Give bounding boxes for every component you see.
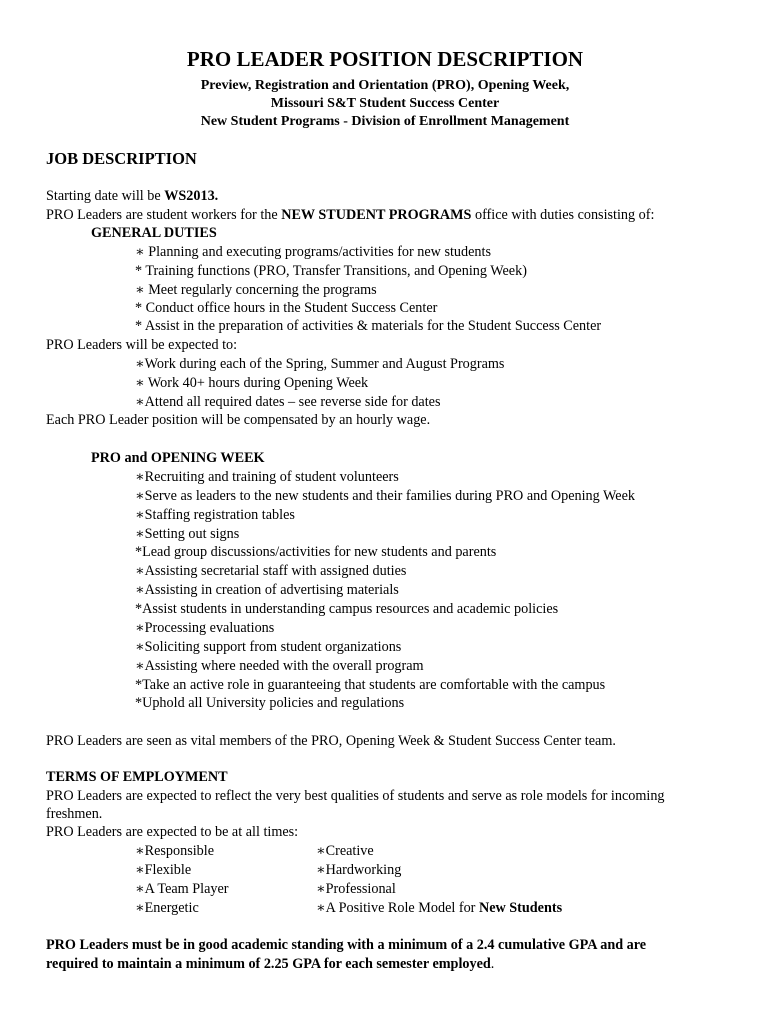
general-duties-heading: GENERAL DUTIES: [91, 225, 217, 241]
list-item: ∗Recruiting and training of student volunteers: [135, 469, 399, 485]
list-item: ∗Setting out signs: [135, 526, 240, 542]
gpa-requirement-text: required to maintain a minimum of 2.25 GPA for each semester employed: [46, 956, 491, 972]
quality-item: ∗Flexible: [135, 862, 192, 878]
quality-item: ∗Responsible: [135, 843, 215, 859]
quality-item: ∗Energetic: [135, 900, 199, 916]
starting-date: [46, 187, 218, 205]
list-item: ∗Assisting where needed with the overall program: [135, 658, 424, 674]
list-item: *Uphold all University policies and regulations: [135, 695, 405, 711]
job-description-heading: JOB DESCRIPTION: [46, 149, 197, 168]
compensation-line: Each PRO Leader position will be compensated by an hourly wage.: [46, 412, 431, 428]
list-item: *Take an active role in guaranteeing that students are comfortable with the campus: [135, 677, 606, 693]
list-item: * Training functions (PRO, Transfer Transitions, and Opening Week): [135, 263, 527, 279]
list-item: ∗Processing evaluations: [135, 620, 275, 636]
quality-item: ∗A Team Player: [135, 881, 229, 897]
subtitle-line-1: Preview, Registration and Orientation (PRO), Opening Week,: [200, 78, 570, 93]
list-item: ∗ Planning and executing programs/activities for new students: [135, 244, 491, 260]
list-item: *Lead group discussions/activities for new students and parents: [135, 544, 497, 560]
list-item: ∗Staffing registration tables: [135, 507, 295, 523]
quality-item: ∗Creative: [316, 843, 374, 859]
intro-suffix: office with duties consisting of:: [471, 207, 655, 223]
list-item: * Assist in the preparation of activities & materials for the Student Success Center: [135, 318, 602, 334]
subtitle-line-2: Missouri S&T Student Success Center: [270, 96, 500, 111]
list-item: ∗Attend all required dates – see reverse side for dates: [135, 394, 441, 410]
terms-paragraph-line-1: PRO Leaders are expected to reflect the very best qualities of students and serve as role models for incoming: [46, 788, 665, 804]
list-item: *Assist students in understanding campus resources and academic policies: [135, 601, 559, 617]
list-item: ∗Assisting in creation of advertising materials: [135, 582, 399, 598]
quality-item: ∗Hardworking: [316, 862, 402, 878]
list-item: ∗Serve as leaders to the new students and their families during PRO and Opening Week: [135, 488, 635, 504]
starting-date-label: Starting date will be: [46, 188, 165, 204]
list-item: ∗Soliciting support from student organizations: [135, 639, 402, 655]
page-title: PRO LEADER POSITION DESCRIPTION: [186, 47, 584, 71]
list-item: * Conduct office hours in the Student Success Center: [135, 300, 438, 316]
role-model-prefix: ∗A Positive Role Model for: [316, 900, 479, 916]
intro-office: NEW STUDENT PROGRAMS: [281, 207, 472, 223]
role-model-bold: New Students: [478, 900, 563, 916]
intro-line: [46, 206, 654, 224]
quality-item-role-model: [316, 899, 562, 917]
quality-item: ∗Professional: [316, 881, 396, 897]
expected-intro: PRO Leaders will be expected to:: [46, 337, 238, 353]
subtitle-line-3: New Student Programs - Division of Enrollment Management: [200, 114, 570, 129]
gpa-requirement-line-1: PRO Leaders must be in good academic standing with a minimum of a 2.4 cumulative GPA and are: [46, 937, 647, 953]
list-item: ∗Work during each of the Spring, Summer and August Programs: [135, 356, 505, 372]
gpa-requirement-period: .: [490, 956, 495, 972]
starting-date-value: WS2013.: [164, 188, 219, 204]
vital-members-line: PRO Leaders are seen as vital members of the PRO, Opening Week & Student Success Center team.: [46, 733, 616, 749]
terms-paragraph-line-2: freshmen.: [46, 806, 103, 822]
list-item: ∗ Meet regularly concerning the programs: [135, 282, 377, 298]
list-item: ∗Assisting secretarial staff with assigned duties: [135, 563, 407, 579]
list-item: ∗ Work 40+ hours during Opening Week: [135, 375, 369, 391]
pro-opening-week-heading: PRO and OPENING WEEK: [91, 450, 265, 466]
intro-prefix: PRO Leaders are student workers for the: [46, 207, 282, 223]
at-all-times-line: PRO Leaders are expected to be at all times:: [46, 824, 299, 840]
gpa-requirement-line-2: [46, 955, 494, 973]
terms-heading: TERMS OF EMPLOYMENT: [46, 769, 228, 785]
